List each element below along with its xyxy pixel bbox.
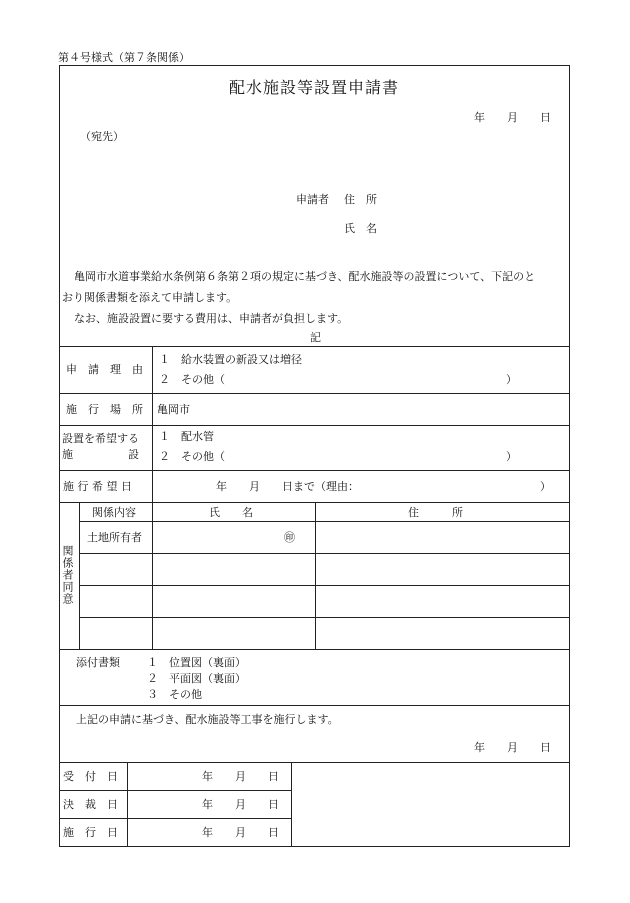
approval-date: 年 月 日: [474, 741, 551, 754]
ki-mark: 記: [310, 331, 321, 344]
record-label-receipt: 受 付 日: [63, 770, 118, 783]
record-date-receipt: 年 月 日: [202, 770, 279, 783]
location-label: 施 行 場 所: [66, 403, 143, 416]
rule: [152, 346, 153, 502]
attachment-item: ３ その他: [147, 688, 202, 701]
rule: [127, 762, 128, 847]
desired-date-close: ）: [540, 480, 551, 493]
rule: [59, 762, 570, 763]
reason-option-2: ２ その他（: [159, 373, 225, 386]
consent-header-name: 氏 名: [209, 506, 253, 519]
record-label-execution: 施 行 日: [63, 826, 118, 839]
rule: [59, 425, 570, 426]
rule: [59, 470, 570, 471]
record-label-approval: 決 裁 日: [63, 798, 118, 811]
rule: [291, 762, 292, 847]
reason-label: 申 請 理 由: [66, 363, 143, 376]
facility-label-line-2: 施 設: [62, 448, 139, 461]
rule: [59, 818, 291, 819]
facility-label-line-1: 設置を希望する: [62, 432, 139, 445]
consent-row-1-relation: 土地所有者: [87, 531, 142, 544]
attachments-label: 添付書類: [76, 656, 120, 669]
approval-text: 上記の申請に基づき、配水施設等工事を施行します。: [76, 713, 339, 726]
reason-option-1: １ 給水装置の新設又は増径: [159, 353, 302, 366]
attachment-item: １ 位置図（裏面）: [147, 656, 246, 669]
facility-option-2: ２ その他（: [159, 450, 225, 463]
rule: [59, 393, 570, 394]
desired-date-value: 年 月 日まで（理由：: [216, 480, 359, 493]
rule: [79, 502, 80, 649]
rule: [59, 346, 570, 347]
rule: [59, 790, 291, 791]
consent-header-relation: 関係内容: [92, 506, 136, 519]
record-date-approval: 年 月 日: [202, 798, 279, 811]
rule: [152, 502, 153, 649]
consent-side-label: 関係者同意: [61, 545, 74, 605]
consent-header-address: 住 所: [408, 506, 463, 519]
body-line-1: 亀岡市水道事業給水条例第６条第２項の規定に基づき、配水施設等の設置について、下記のと: [74, 270, 536, 283]
form-title: 配水施設等設置申請書: [229, 78, 400, 97]
form-number: 第４号様式（第７条関係）: [58, 51, 190, 64]
reason-option-2-close: ）: [506, 373, 517, 386]
rule: [315, 502, 316, 649]
facility-option-1: １ 配水管: [159, 430, 214, 443]
rule: [59, 649, 570, 650]
desired-date-label: 施 行 希 望 日: [63, 480, 132, 493]
applicant-label: 申請者: [296, 193, 329, 206]
location-value: 亀岡市: [157, 403, 190, 416]
applicant-address-label: 住 所: [344, 193, 377, 206]
record-date-execution: 年 月 日: [202, 826, 279, 839]
facility-option-2-close: ）: [506, 450, 517, 463]
rule: [59, 705, 570, 706]
applicant-name-label: 氏 名: [344, 222, 377, 235]
application-date: 年 月 日: [474, 111, 551, 124]
body-line-3: なお、施設設置に要する費用は、申請者が負担します。: [74, 312, 349, 325]
body-line-2: おり関係書類を添えて申請します。: [62, 291, 238, 304]
attachment-item: ２ 平面図（裏面）: [147, 672, 246, 685]
seal-mark: ㊞: [284, 531, 295, 544]
addressee-label: （宛先）: [80, 130, 124, 143]
